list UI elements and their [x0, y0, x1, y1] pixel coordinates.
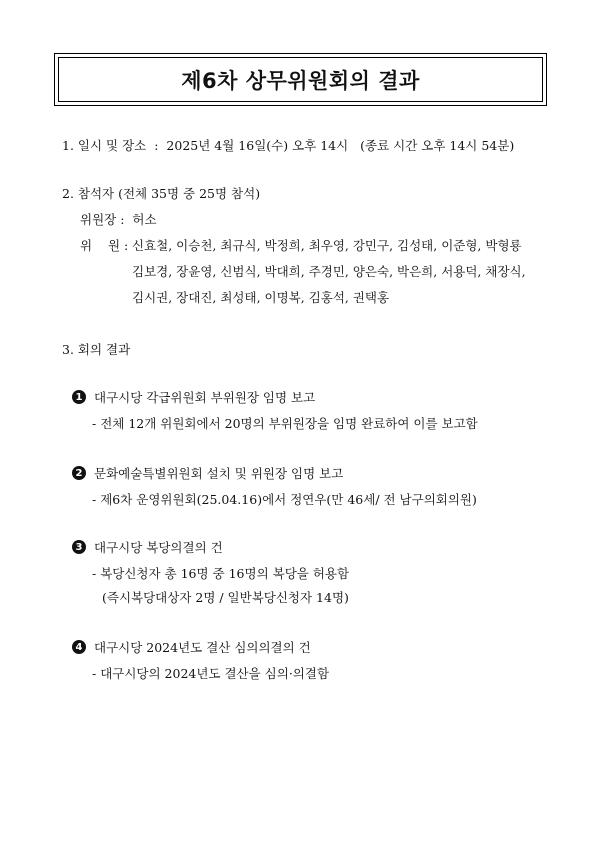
result-2-number-icon: 2	[72, 466, 86, 480]
item1-note: (종료 시간 오후 14시 54분)	[360, 138, 515, 153]
chair-label: 위원장 :	[80, 212, 125, 227]
item1-row	[62, 136, 514, 154]
members-line-1: 신효철, 이승천, 최규식, 박정희, 최우영, 강민구, 김성태, 이준형, 박형룡	[132, 238, 522, 253]
result-4-detail: - 대구시당의 2024년도 결산을 심의·의결함	[92, 666, 330, 681]
item1-label: 1. 일시 및 장소	[62, 138, 147, 153]
item1-value: 2025년 4월 16일(수) 오후 14시	[166, 138, 349, 153]
result-2-detail: - 제6차 운영위원회(25.04.16)에서 정연우(만 46세/ 전 남구의회의원)	[92, 492, 477, 507]
result-2-title: 문화예술특별위원회 설치 및 위원장 임명 보고	[94, 466, 344, 481]
result-2-title-row	[72, 464, 343, 482]
document-title: 제6차 상무위원회의 결과	[181, 68, 420, 93]
item1-sep: :	[154, 138, 159, 153]
result-3-detail: - 복당신청자 총 16명 중 16명의 복당을 허용함	[92, 566, 350, 581]
result-3-title: 대구시당 복당의결의 건	[94, 540, 223, 555]
result-3-title-row	[72, 538, 223, 556]
chair-row	[80, 210, 157, 228]
result-1-title: 대구시당 각급위원회 부위원장 임명 보고	[94, 390, 316, 405]
result-4-number-icon: 4	[72, 640, 86, 654]
result-3-detail-2: (즉시복당대상자 2명 / 일반복당신청자 14명)	[102, 590, 349, 605]
result-4-title-row	[72, 638, 311, 656]
result-1-detail: - 전체 12개 위원회에서 20명의 부위원장을 임명 완료하여 이를 보고함	[92, 416, 478, 431]
title-box	[58, 57, 543, 102]
result-1-title-row	[72, 388, 315, 406]
result-4-title: 대구시당 2024년도 결산 심의의결의 건	[94, 640, 311, 655]
members-line-3: 김시권, 장대진, 최성태, 이명복, 김홍석, 권택홍	[132, 290, 390, 305]
result-1-number-icon: 1	[72, 390, 86, 404]
chair-value: 허소	[132, 212, 157, 227]
result-3-number-icon: 3	[72, 540, 86, 554]
members-line-2: 김보경, 장윤영, 신범식, 박대희, 주경민, 양은숙, 박은희, 서용덕, 채장식,	[132, 264, 526, 279]
item2-label: 2. 참석자 (전체 35명 중 25명 참석)	[62, 186, 261, 201]
members-label: 위 원 :	[80, 238, 129, 253]
item3-label: 3. 회의 결과	[62, 342, 131, 357]
